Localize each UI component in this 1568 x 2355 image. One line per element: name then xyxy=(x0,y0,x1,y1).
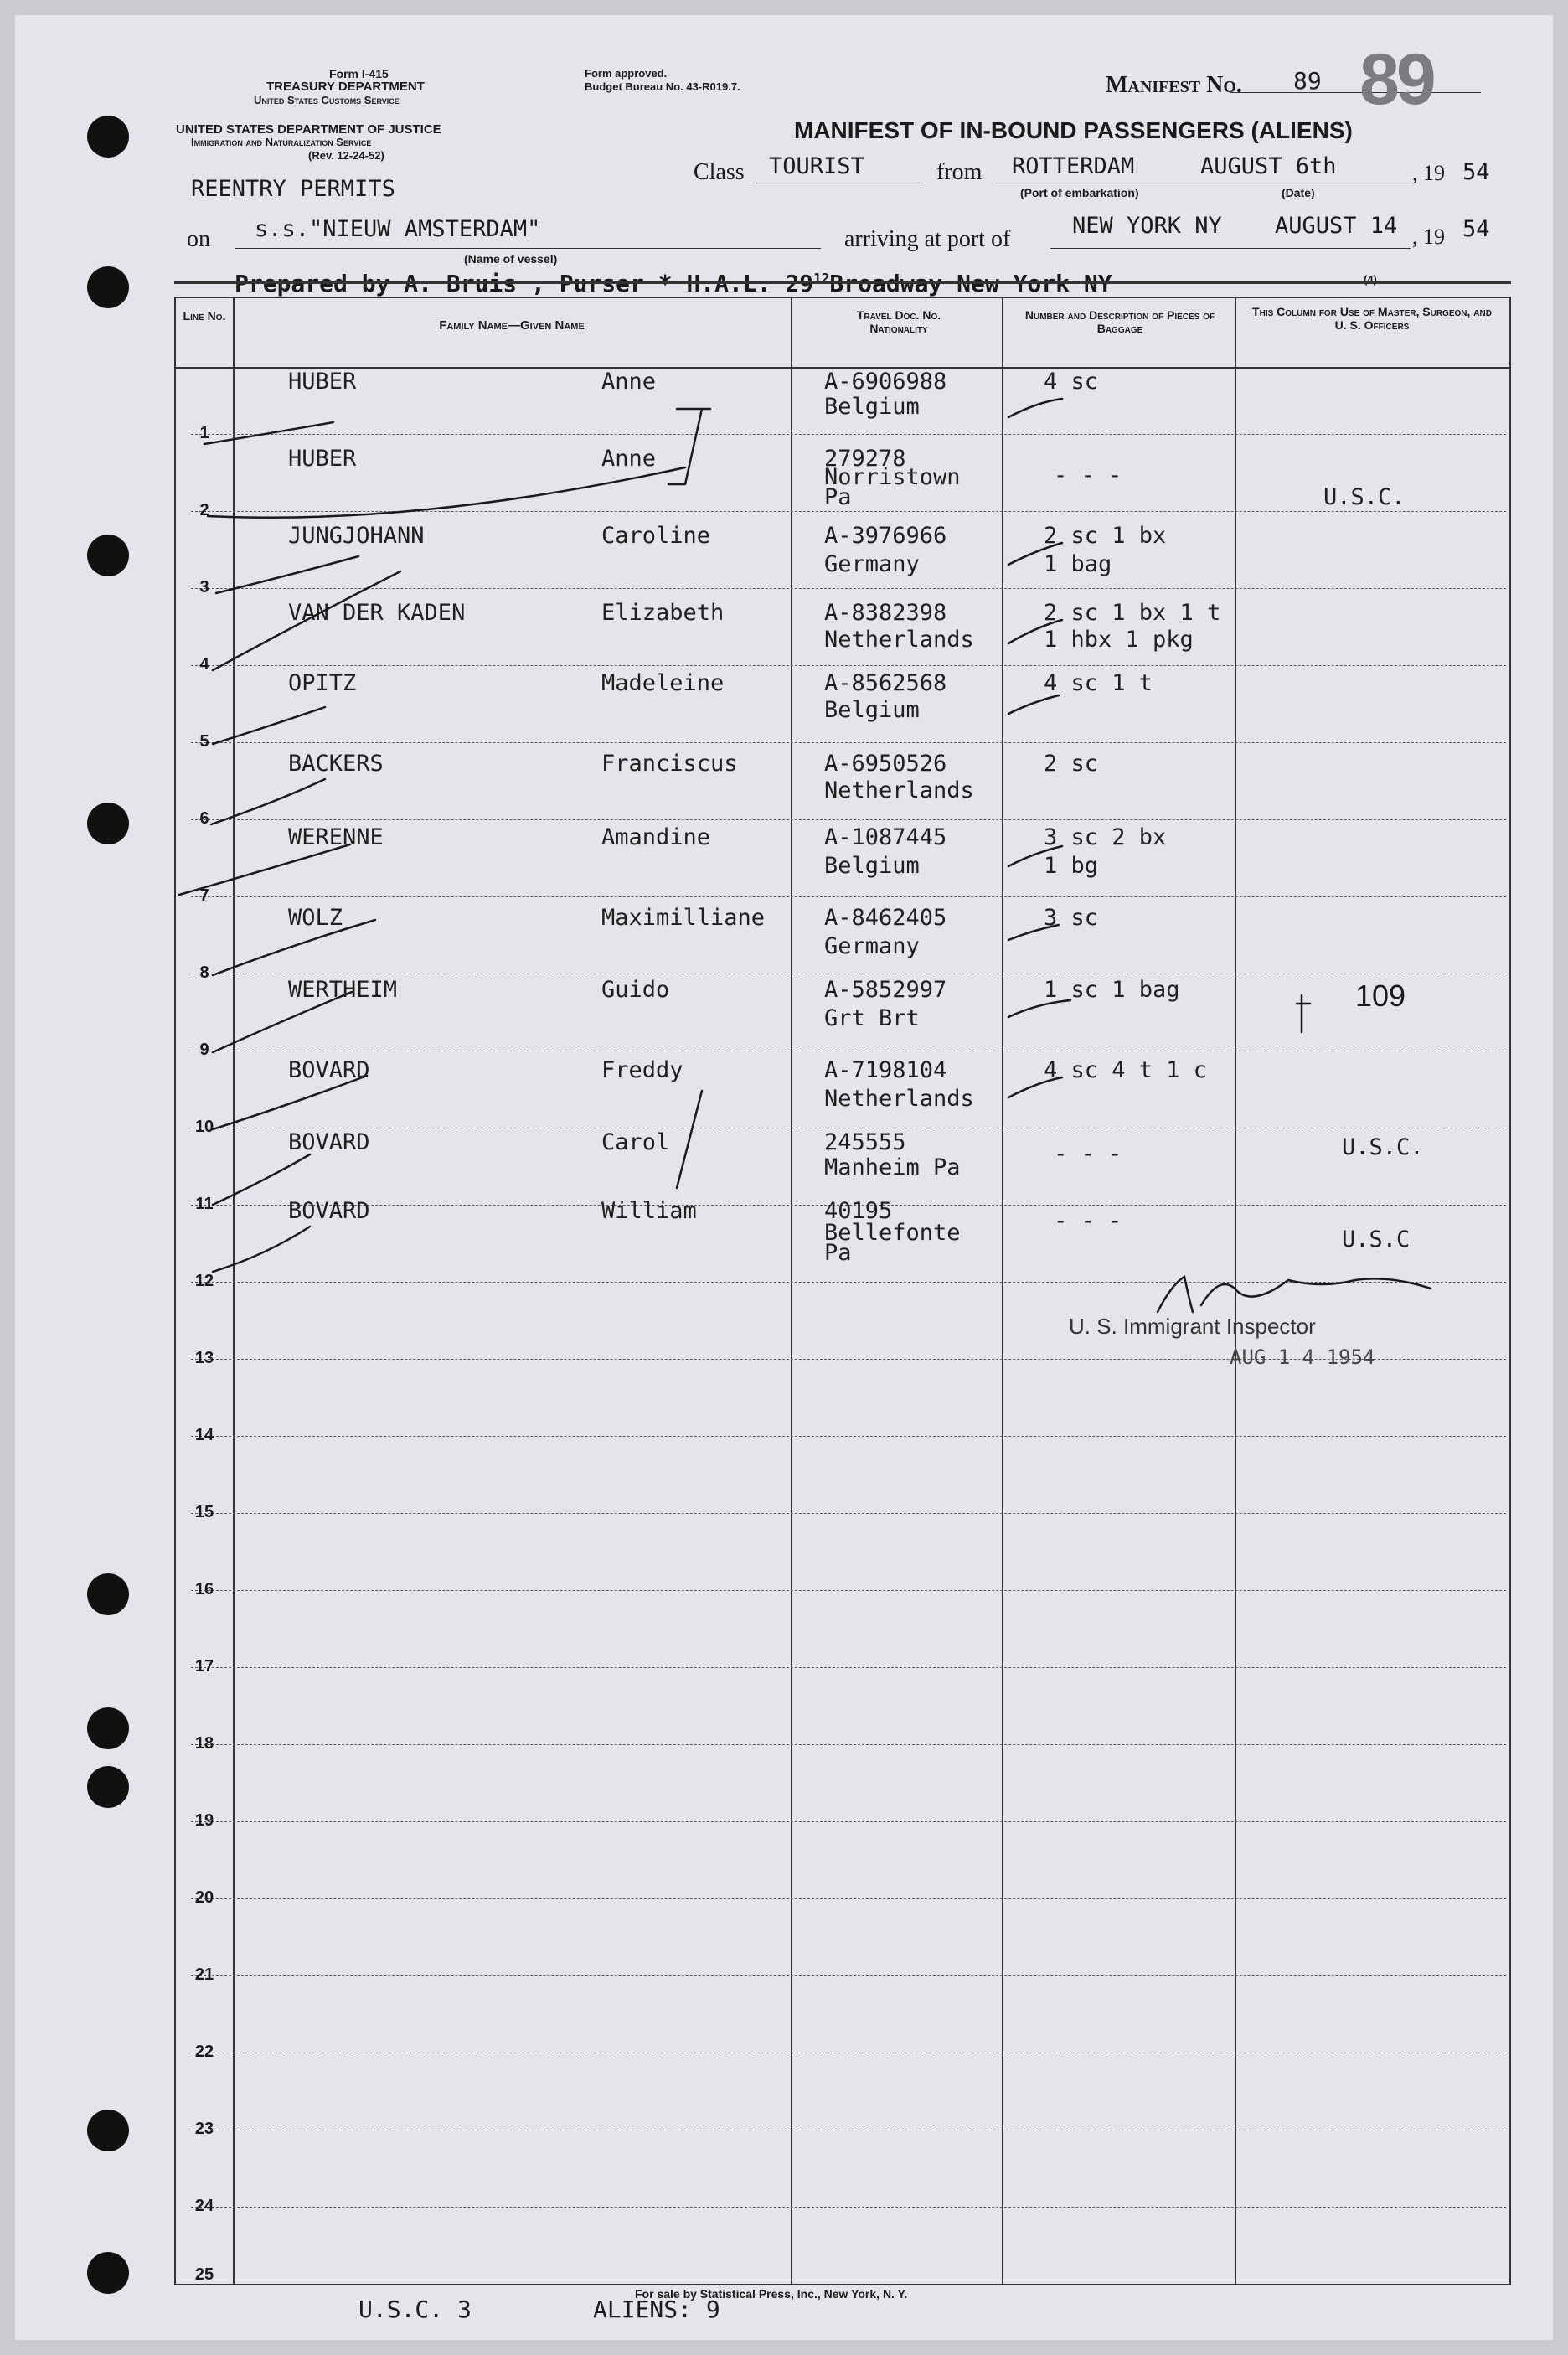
line-number: 3 xyxy=(199,578,209,596)
form-approved: Form approved. xyxy=(585,67,668,80)
line-number: 9 xyxy=(199,1041,209,1059)
check-mark xyxy=(1008,543,1062,565)
dept-justice: UNITED STATES DEPARTMENT OF JUSTICE xyxy=(176,122,441,137)
port-arrival: NEW YORK NY xyxy=(1072,213,1222,239)
family-name: BOVARD xyxy=(288,1129,370,1155)
family-name: BOVARD xyxy=(288,1198,370,1224)
nationality: Germany xyxy=(824,933,920,959)
check-mark xyxy=(1008,925,1059,940)
baggage-2: 1 bg xyxy=(1044,853,1099,879)
officer-note: U.S.C xyxy=(1342,1227,1411,1252)
check-mark xyxy=(204,422,333,444)
given-name: Madeleine xyxy=(601,670,725,696)
port-embark-caption: (Port of embarkation) xyxy=(1020,186,1139,199)
date-embarkation: AUGUST 6th xyxy=(1200,153,1337,179)
col-officers: This Column for Use of Master, Surgeon, and U. S. Officers xyxy=(1252,305,1492,332)
revision: (Rev. 12-24-52) xyxy=(308,149,384,162)
year-prefix: , 19 xyxy=(1412,161,1445,185)
year-embark: 54 xyxy=(1462,159,1490,185)
family-name: HUBER xyxy=(288,369,357,395)
check-mark xyxy=(1008,1000,1070,1017)
baggage-2: 1 hbx 1 pkg xyxy=(1044,627,1194,653)
check-mark xyxy=(1008,846,1062,866)
col-travel-doc: Travel Doc. No. Nationality xyxy=(856,308,941,335)
travel-doc: A-1087445 xyxy=(824,824,947,850)
col4-note: (4) xyxy=(1364,273,1377,286)
baggage: 1 sc 1 bag xyxy=(1044,977,1180,1003)
family-name: HUBER xyxy=(288,446,357,472)
travel-doc: 245555 xyxy=(824,1129,906,1155)
prepared-by-sup: 12 xyxy=(813,270,830,287)
budget-bureau: Budget Bureau No. 43-R019.7. xyxy=(585,80,740,93)
line-number: 15 xyxy=(194,1503,214,1521)
nationality: Manheim Pa xyxy=(824,1154,961,1180)
family-name: WERENNE xyxy=(288,824,384,850)
travel-doc: A-8382398 xyxy=(824,600,947,626)
nationality: Bellefonte Pa xyxy=(824,1220,961,1266)
travel-doc: A-6950526 xyxy=(824,751,947,777)
inspector-signature xyxy=(1158,1277,1431,1312)
family-name: OPITZ xyxy=(288,670,357,696)
line-number: 24 xyxy=(194,2197,214,2215)
line-number: 21 xyxy=(194,1965,214,1984)
nationality: Netherlands xyxy=(824,627,974,653)
officer-note: U.S.C. xyxy=(1342,1134,1424,1160)
line-number: 1 xyxy=(199,424,209,442)
reentry-permits: REENTRY PERMITS xyxy=(191,176,395,202)
baggage: 2 sc 1 bx 1 t xyxy=(1044,600,1221,626)
travel-doc: 40195 xyxy=(824,1198,893,1224)
travel-doc: A-5852997 xyxy=(824,977,947,1003)
check-mark xyxy=(211,779,325,824)
check-mark xyxy=(179,844,350,895)
baggage: 2 sc 1 bx xyxy=(1044,523,1167,549)
travel-doc: A-8462405 xyxy=(824,905,947,931)
travel-doc: A-8562568 xyxy=(824,670,947,696)
date-caption: (Date) xyxy=(1282,186,1315,199)
on-label: on xyxy=(187,226,210,252)
check-mark xyxy=(1008,1077,1062,1097)
officer-note: U.S.C. xyxy=(1323,484,1406,510)
tally-mark xyxy=(1297,995,1310,1032)
line-number: 10 xyxy=(194,1118,214,1136)
col-baggage: Number and Description of Pieces of Baggage xyxy=(1024,308,1215,335)
given-name: Anne xyxy=(601,369,657,395)
year-prefix: , 19 xyxy=(1412,225,1445,249)
nationality: Belgium xyxy=(824,697,920,723)
line-number: 18 xyxy=(194,1734,214,1753)
vessel-caption: (Name of vessel) xyxy=(464,252,558,266)
prepared-by-tail: Broadway New York NY xyxy=(829,270,1112,297)
check-mark xyxy=(213,920,375,975)
baggage: 4 sc xyxy=(1044,369,1099,395)
check-mark xyxy=(213,1076,367,1129)
nationality: Belgium xyxy=(824,394,920,420)
baggage: - - - xyxy=(1054,462,1122,488)
footer-aliens: ALIENS: 9 xyxy=(593,2296,720,2323)
arriving-label: arriving at port of xyxy=(844,226,1011,252)
travel-doc: 279278 xyxy=(824,446,906,472)
line-number: 12 xyxy=(194,1272,214,1290)
manifest-page xyxy=(15,15,1553,2340)
given-name: Maximilliane xyxy=(601,905,766,931)
date-arrival: AUGUST 14 xyxy=(1275,213,1398,239)
given-name: William xyxy=(601,1198,697,1224)
line-number: 2 xyxy=(199,501,209,519)
family-name: BACKERS xyxy=(288,751,384,777)
nationality: Norristown Pa xyxy=(824,464,961,510)
nationality: Germany xyxy=(824,551,920,577)
port-embarkation: ROTTERDAM xyxy=(1012,153,1135,179)
nationality: Grt Brt xyxy=(824,1005,920,1031)
manifest-title: MANIFEST OF IN-BOUND PASSENGERS (ALIENS) xyxy=(794,117,1353,143)
ins-service: Immigration and Naturalization Service xyxy=(191,136,372,148)
manifest-label: Manifest No. xyxy=(1106,72,1242,98)
family-name: VAN DER KADEN xyxy=(288,600,466,626)
check-mark xyxy=(1008,695,1059,714)
check-mark xyxy=(208,467,685,518)
line-number: 17 xyxy=(194,1657,214,1676)
line-number: 5 xyxy=(199,732,209,751)
footer-usc: U.S.C. 3 xyxy=(358,2296,472,2323)
line-number: 22 xyxy=(194,2043,214,2061)
check-mark xyxy=(216,556,358,593)
bracket-mark xyxy=(677,1091,702,1188)
line-number: 6 xyxy=(199,809,209,828)
check-mark xyxy=(1008,399,1062,417)
given-name: Caroline xyxy=(601,523,711,549)
baggage: 3 sc 2 bx xyxy=(1044,824,1167,850)
vessel-name: s.s."NIEUW AMSTERDAM" xyxy=(255,216,541,242)
family-name: WERTHEIM xyxy=(288,977,398,1003)
family-name: JUNGJOHANN xyxy=(288,523,425,549)
manifest-number: 89 xyxy=(1293,67,1322,95)
family-name: BOVARD xyxy=(288,1057,370,1083)
inspector-label: U. S. Immigrant Inspector xyxy=(1069,1314,1316,1339)
line-number: 7 xyxy=(199,886,209,905)
given-name: Carol xyxy=(601,1129,670,1155)
line-number: 25 xyxy=(194,2265,214,2284)
nationality: Netherlands xyxy=(824,777,974,803)
line-number: 23 xyxy=(194,2120,214,2138)
inspector-date-stamp: AUG 1 4 1954 xyxy=(1230,1345,1375,1369)
class-label: Class xyxy=(694,159,745,185)
line-number: 4 xyxy=(199,655,209,674)
footer-printer: For sale by Statistical Press, Inc., New York, N. Y. xyxy=(635,2287,908,2301)
baggage: - - - xyxy=(1054,1208,1122,1234)
col-name: Family Name—Given Name xyxy=(439,318,585,333)
baggage: 2 sc xyxy=(1044,751,1099,777)
manifest-number-stamp: 89 xyxy=(1359,39,1433,120)
check-mark xyxy=(213,1227,310,1272)
line-number: 11 xyxy=(195,1195,214,1213)
handwritten-marks xyxy=(15,15,1553,2340)
given-name: Amandine xyxy=(601,824,711,850)
line-number: 8 xyxy=(199,963,209,982)
baggage: 4 sc 1 t xyxy=(1044,670,1153,696)
travel-doc: A-7198104 xyxy=(824,1057,947,1083)
class-value: TOURIST xyxy=(769,153,864,179)
baggage-2: 1 bag xyxy=(1044,551,1112,577)
baggage: - - - xyxy=(1054,1141,1122,1167)
line-number: 20 xyxy=(194,1888,214,1907)
prepared-by-text: Prepared by A. Bruis , Purser * H.A.L. 29 xyxy=(235,270,814,297)
given-name: Franciscus xyxy=(601,751,738,777)
check-mark xyxy=(213,707,325,744)
nationality: Belgium xyxy=(824,853,920,879)
line-number: 14 xyxy=(194,1426,214,1444)
line-number: 13 xyxy=(194,1349,214,1367)
given-name: Guido xyxy=(601,977,670,1003)
line-number: 16 xyxy=(194,1580,214,1598)
baggage: 3 sc xyxy=(1044,905,1099,931)
given-name: Freddy xyxy=(601,1057,683,1083)
customs-service: United States Customs Service xyxy=(254,94,400,106)
check-mark xyxy=(1008,620,1062,643)
nationality: Netherlands xyxy=(824,1086,974,1112)
form-number: Form I-415 xyxy=(329,67,389,80)
officer-note: 109 xyxy=(1355,979,1406,1013)
check-mark xyxy=(213,992,352,1052)
family-name: WOLZ xyxy=(288,905,343,931)
given-name: Anne xyxy=(601,446,657,472)
check-mark xyxy=(213,1154,310,1205)
travel-doc: A-3976966 xyxy=(824,523,947,549)
baggage: 4 sc 4 t 1 c xyxy=(1044,1057,1208,1083)
travel-doc: A-6906988 xyxy=(824,369,947,395)
given-name: Elizabeth xyxy=(601,600,725,626)
col-line-no: Line No. xyxy=(183,309,226,323)
year-arrival: 54 xyxy=(1462,216,1490,242)
line-number: 19 xyxy=(194,1811,214,1830)
bracket-mark xyxy=(668,409,710,484)
treasury-dept: TREASURY DEPARTMENT xyxy=(266,80,425,94)
from-label: from xyxy=(936,159,983,185)
